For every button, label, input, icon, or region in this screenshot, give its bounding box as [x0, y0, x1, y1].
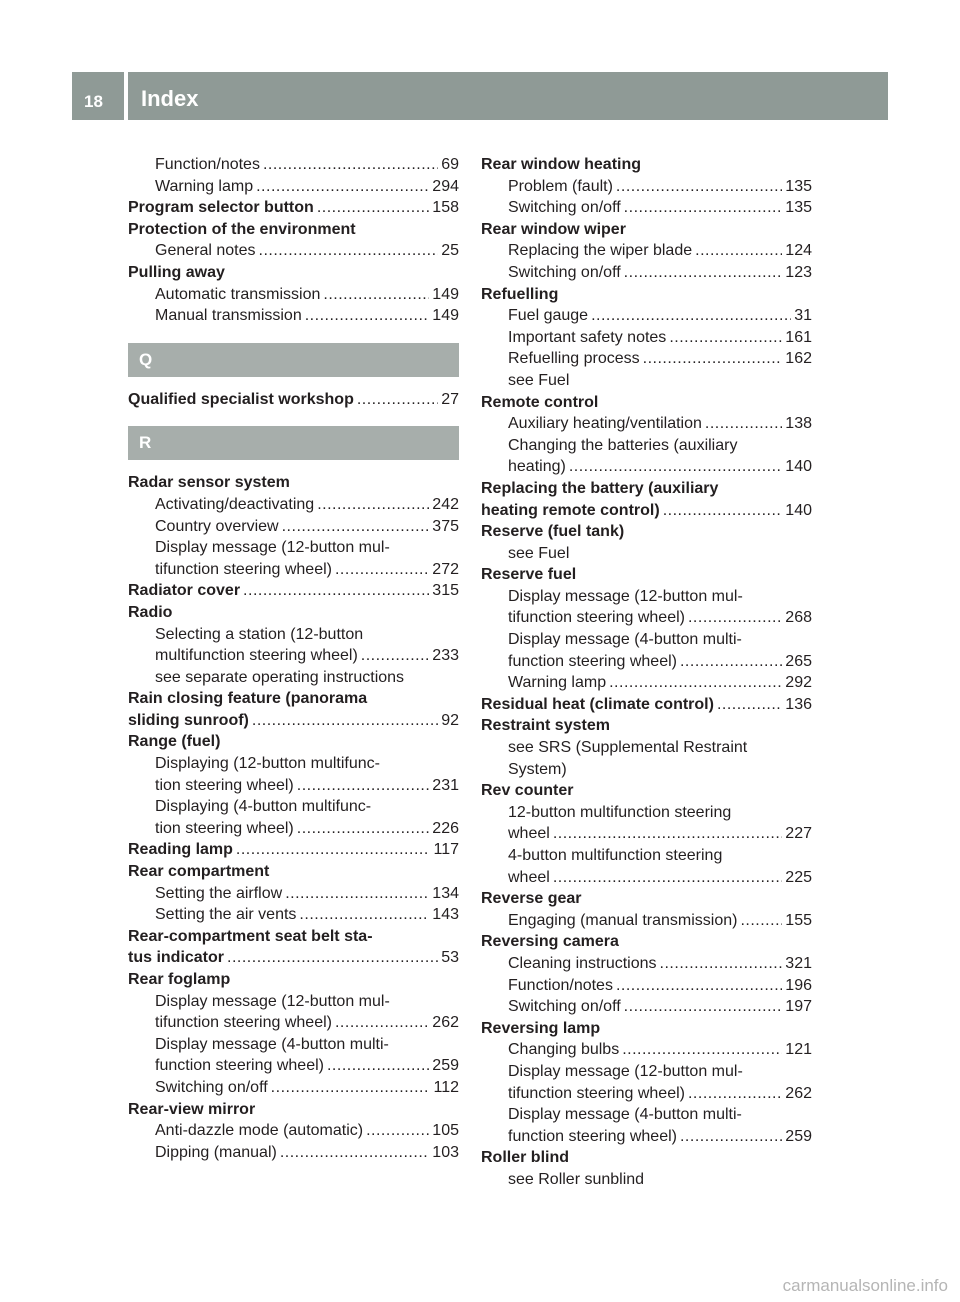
index-entry-text: see SRS (Supplemental Restraint	[508, 739, 748, 757]
index-entry-text: Auxiliary heating/ventilation	[508, 415, 702, 433]
index-entry[interactable]	[128, 1120, 459, 1142]
dot-leader	[227, 947, 438, 969]
dot-leader	[357, 389, 438, 411]
index-entry[interactable]	[128, 494, 459, 516]
dot-leader	[591, 305, 791, 327]
index-entry-text: Function/notes	[155, 156, 260, 173]
index-entry	[128, 753, 459, 775]
index-entry-text: sliding sunroof)	[128, 711, 249, 729]
index-entry	[128, 688, 459, 710]
dot-leader	[663, 500, 783, 522]
index-entry-page: 259	[432, 1057, 459, 1075]
index-entry[interactable]	[128, 516, 459, 538]
index-entry-text: Reserve (fuel tank)	[481, 523, 625, 541]
index-entry-text: Setting the air vents	[155, 906, 297, 924]
page-title: Index	[141, 86, 199, 111]
index-entry-page: 140	[785, 458, 812, 476]
dot-leader	[569, 456, 782, 478]
index-entry-text: Rear window heating	[481, 156, 642, 173]
index-entry[interactable]	[128, 883, 459, 905]
index-entry-page: 112	[433, 1078, 459, 1096]
index-entry[interactable]	[481, 823, 812, 845]
dot-leader	[323, 284, 429, 306]
index-entry-text: System)	[508, 760, 567, 778]
index-entry[interactable]	[481, 500, 812, 522]
header-bar	[128, 72, 888, 120]
index-entry-page: 121	[785, 1041, 812, 1059]
index-entry-text: Switching on/off	[508, 263, 621, 281]
index-entry-text: Switching on/off	[155, 1078, 268, 1096]
index-entry[interactable]	[128, 240, 459, 262]
index-entry-text: tifunction steering wheel)	[508, 609, 685, 627]
index-entry-page: 103	[432, 1143, 459, 1161]
index-entry[interactable]	[481, 1083, 812, 1105]
index-entry-text: Pulling away	[128, 263, 225, 281]
dot-leader	[622, 1039, 782, 1061]
index-entry-page: 53	[441, 949, 459, 967]
index-entry-page: 262	[432, 1014, 459, 1032]
index-entry-text: see separate operating instructions	[155, 668, 405, 686]
index-entry[interactable]	[128, 710, 459, 732]
dot-leader	[616, 176, 782, 198]
index-entry	[481, 629, 812, 651]
dot-leader	[327, 1055, 429, 1077]
spacer	[128, 460, 459, 472]
index-entry	[481, 737, 812, 759]
index-entry-text: Cleaning instructions	[508, 954, 657, 972]
index-entry	[481, 435, 812, 457]
index-entry	[128, 969, 459, 991]
index-entry-text: Refuelling process	[508, 350, 640, 368]
index-entry[interactable]	[128, 645, 459, 667]
index-entry-page: 292	[785, 674, 812, 692]
index-entry-text: tus indicator	[128, 949, 225, 967]
index-entry-text: see Fuel	[508, 371, 570, 389]
index-entry-page: 124	[785, 242, 812, 260]
dot-leader	[305, 305, 430, 327]
index-entry	[128, 731, 459, 753]
index-entry-text: see Fuel	[508, 544, 570, 562]
index-entry-text: Rev counter	[481, 782, 574, 800]
index-entry	[481, 780, 812, 802]
index-entry-text: function steering wheel)	[508, 652, 677, 670]
index-entry-text: Country overview	[155, 517, 279, 535]
index-entry	[481, 759, 812, 781]
index-entry	[128, 1099, 459, 1121]
index-entry-page: 375	[432, 517, 459, 535]
index-entry-text: Dipping (manual)	[155, 1143, 277, 1161]
index-entry[interactable]	[481, 607, 812, 629]
index-entry-page: 227	[785, 825, 812, 843]
index-entry-text: Warning lamp	[155, 177, 254, 195]
index-entry[interactable]	[128, 839, 459, 861]
index-entry-page: 315	[432, 582, 459, 600]
index-entry	[128, 472, 459, 494]
index-entry-text: Fuel gauge	[508, 307, 589, 325]
index-entry-text: tion steering wheel)	[155, 776, 294, 794]
index-entry[interactable]	[128, 1142, 459, 1164]
index-entry-text: Rear foglamp	[128, 971, 231, 988]
index-entry[interactable]	[481, 262, 812, 284]
index-entry-text: tifunction steering wheel)	[508, 1084, 685, 1102]
index-entry	[128, 667, 459, 689]
index-entry-text: Switching on/off	[508, 998, 621, 1016]
index-entry-page: 272	[432, 560, 459, 578]
index-entry-page: 149	[432, 285, 459, 303]
index-entry-text: function steering wheel)	[508, 1127, 677, 1145]
index-entry	[481, 478, 812, 500]
dot-leader	[553, 823, 782, 845]
dot-leader	[624, 262, 783, 284]
index-entry-page: 134	[432, 884, 459, 902]
index-entry-text: Display message (4-button multi-	[508, 631, 742, 649]
index-entry	[481, 564, 812, 586]
index-entry-text: Display message (12-button mul-	[508, 587, 743, 605]
index-entry-text: function steering wheel)	[155, 1057, 324, 1075]
dot-leader	[259, 240, 439, 262]
index-entry[interactable]	[481, 413, 812, 435]
index-entry-page: 92	[441, 711, 459, 729]
index-entry[interactable]	[481, 348, 812, 370]
index-entry-text: Residual heat (climate control)	[481, 695, 714, 713]
index-entry	[481, 1169, 812, 1191]
index-entry	[128, 861, 459, 883]
index-entry-text: tifunction steering wheel)	[155, 1014, 332, 1032]
index-entry[interactable]	[128, 176, 459, 198]
index-entry	[128, 624, 459, 646]
index-entry-text: Rear-compartment seat belt sta-	[128, 927, 373, 945]
index-entry-text: Display message (4-button multi-	[508, 1106, 742, 1124]
index-entry	[128, 602, 459, 624]
dot-leader	[361, 645, 430, 667]
index-entry-text: Changing bulbs	[508, 1041, 620, 1059]
index-entry	[481, 1061, 812, 1083]
index-entry-text: Rear-view mirror	[128, 1100, 256, 1118]
index-entry[interactable]	[481, 867, 812, 889]
index-entry[interactable]	[128, 154, 459, 176]
index-entry-page: 321	[785, 954, 812, 972]
dot-leader	[297, 818, 430, 840]
dot-leader	[236, 839, 431, 861]
index-entry[interactable]	[128, 197, 459, 219]
index-entry-text: Display message (12-button mul-	[155, 539, 390, 557]
index-entry[interactable]	[128, 1012, 459, 1034]
index-entry[interactable]	[481, 953, 812, 975]
index-entry-text: Replacing the wiper blade	[508, 242, 693, 260]
index-group	[128, 472, 459, 1163]
index-group	[128, 389, 459, 411]
watermark: carmanualsonline.info	[782, 1276, 948, 1295]
index-entry-text: Rear window wiper	[481, 220, 626, 238]
index-entry	[481, 845, 812, 867]
index-entry	[481, 586, 812, 608]
index-entry-text: Protection of the environment	[128, 220, 356, 238]
index-entry[interactable]	[128, 904, 459, 926]
spacer	[128, 377, 459, 389]
index-entry[interactable]	[128, 1055, 459, 1077]
index-entry-text: Qualified specialist workshop	[128, 390, 354, 408]
page-number: 18	[84, 92, 103, 111]
dot-leader	[280, 1142, 429, 1164]
dot-leader	[252, 710, 438, 732]
index-entry	[481, 1147, 812, 1169]
index-entry-page: 196	[785, 976, 812, 994]
index-entry[interactable]	[481, 197, 812, 219]
index-entry-text: wheel	[508, 825, 550, 843]
index-entry[interactable]	[128, 775, 459, 797]
dot-leader	[282, 516, 430, 538]
index-entry	[128, 1034, 459, 1056]
dot-leader	[299, 904, 429, 926]
index-entry-page: 231	[432, 776, 459, 794]
index-entry-text: General notes	[155, 242, 256, 260]
dot-leader	[695, 240, 782, 262]
index-entry-text: 12-button multifunction steering	[508, 803, 732, 821]
index-entry[interactable]	[128, 559, 459, 581]
index-entry[interactable]	[128, 1077, 459, 1099]
index-entry-text: Setting the airflow	[155, 884, 283, 902]
index-entry-text: Reversing camera	[481, 933, 619, 951]
index-entry-text: Reading lamp	[128, 841, 233, 859]
dot-leader	[740, 910, 782, 932]
dot-leader	[297, 775, 430, 797]
index-entry-text: Anti-dazzle mode (automatic)	[155, 1122, 364, 1140]
index-entry[interactable]	[481, 996, 812, 1018]
spacer	[128, 410, 459, 426]
index-entry	[128, 991, 459, 1013]
index-column-left	[128, 154, 459, 1163]
index-entry-text: Rain closing feature (panorama	[128, 690, 368, 708]
index-entry[interactable]	[481, 672, 812, 694]
index-entry-text: multifunction steering wheel)	[155, 647, 358, 665]
section-letter-q: Q	[128, 343, 459, 377]
index-entry-page: 31	[794, 307, 812, 325]
index-entry[interactable]	[481, 176, 812, 198]
index-entry-text: heating remote control)	[481, 501, 660, 519]
index-entry-text: Reverse gear	[481, 890, 582, 908]
index-entry	[481, 219, 812, 241]
index-entry[interactable]	[481, 456, 812, 478]
index-entry	[481, 1104, 812, 1126]
index-entry[interactable]	[481, 305, 812, 327]
index-entry[interactable]	[128, 389, 459, 411]
index-entry-text: tifunction steering wheel)	[155, 560, 332, 578]
dot-leader	[263, 154, 438, 176]
index-entry-page: 135	[785, 177, 812, 195]
index-entry-page: 226	[432, 819, 459, 837]
dot-leader	[335, 1012, 429, 1034]
dot-leader	[680, 651, 782, 673]
index-entry-page: 259	[785, 1127, 812, 1145]
index-entry-text: Display message (12-button mul-	[508, 1062, 743, 1080]
index-entry-text: Radiator cover	[128, 582, 241, 600]
dot-leader	[317, 494, 429, 516]
index-entry[interactable]	[481, 240, 812, 262]
dot-leader	[705, 413, 782, 435]
index-entry-page: 268	[785, 609, 812, 627]
dot-leader	[688, 1083, 782, 1105]
index-entry-text: Changing the batteries (auxiliary	[508, 436, 738, 454]
index-entry	[481, 931, 812, 953]
dot-leader	[256, 176, 429, 198]
index-entry-text: Radio	[128, 603, 173, 621]
index-entry-page: 242	[432, 495, 459, 513]
index-entry-page: 162	[785, 350, 812, 368]
index-entry-page: 197	[785, 998, 812, 1016]
index-entry-page: 140	[785, 501, 812, 519]
index-entry-page: 105	[432, 1122, 459, 1140]
dot-leader	[669, 327, 782, 349]
index-entry-page: 158	[432, 199, 459, 217]
index-entry-page: 117	[433, 841, 459, 859]
dot-leader	[553, 867, 782, 889]
index-entry-text: Warning lamp	[508, 674, 607, 692]
index-entry	[481, 543, 812, 565]
index-entry[interactable]	[128, 818, 459, 840]
index-entry-text: Restraint system	[481, 717, 610, 735]
index-entry	[481, 1018, 812, 1040]
index-entry-page: 135	[785, 199, 812, 217]
index-entry-page: 136	[785, 695, 812, 713]
index-entry-text: Display message (4-button multi-	[155, 1035, 389, 1053]
index-entry-text: Remote control	[481, 393, 599, 411]
index-entry-text: wheel	[508, 868, 550, 886]
index-entry	[128, 537, 459, 559]
index-entry-text: Engaging (manual transmission)	[508, 911, 738, 929]
index-entry-text: Roller blind	[481, 1149, 569, 1167]
index-entry[interactable]	[481, 1126, 812, 1148]
index-entry-text: Selecting a station (12-button	[155, 625, 364, 643]
index-entry-text: Manual transmission	[155, 307, 302, 325]
index-entry	[481, 521, 812, 543]
index-entry	[128, 262, 459, 284]
index-entry-page: 149	[432, 307, 459, 325]
index-entry[interactable]	[481, 694, 812, 716]
index-entry	[481, 392, 812, 414]
index-entry	[481, 154, 812, 176]
index-entry	[481, 284, 812, 306]
dot-leader	[660, 953, 783, 975]
index-entry-page: 143	[432, 906, 459, 924]
index-entry-text: Reserve fuel	[481, 566, 577, 584]
index-entry-text: see Roller sunblind	[508, 1170, 645, 1188]
index-entry-text: Refuelling	[481, 285, 559, 303]
index-entry-text: Important safety notes	[508, 328, 667, 346]
index-entry-text: tion steering wheel)	[155, 819, 294, 837]
index-entry-page: 27	[441, 390, 459, 408]
dot-leader	[616, 975, 782, 997]
index-entry-text: heating)	[508, 458, 566, 476]
index-entry	[481, 888, 812, 910]
dot-leader	[688, 607, 782, 629]
index-group	[128, 154, 459, 327]
index-entry-page: 294	[432, 177, 459, 195]
index-entry-text: Range (fuel)	[128, 733, 221, 751]
index-entry[interactable]	[481, 327, 812, 349]
index-entry[interactable]	[128, 305, 459, 327]
index-entry[interactable]	[481, 975, 812, 997]
dot-leader	[643, 348, 783, 370]
index-entry-text: Problem (fault)	[508, 177, 613, 195]
index-entry-page: 161	[785, 328, 812, 346]
index-column-right	[481, 154, 812, 1191]
index-entry-text: Activating/deactivating	[155, 495, 315, 513]
index-entry-text: 4-button multifunction steering	[508, 847, 723, 864]
index-entry[interactable]	[128, 947, 459, 969]
index-entry	[128, 926, 459, 948]
index-entry-text: Program selector button	[128, 199, 314, 217]
dot-leader	[271, 1077, 431, 1099]
index-entry-page: 265	[785, 652, 812, 670]
index-entry	[481, 715, 812, 737]
index-entry-page: 25	[441, 242, 459, 260]
dot-leader	[285, 883, 429, 905]
index-entry-text: Switching on/off	[508, 199, 621, 217]
index-entry[interactable]	[128, 580, 459, 602]
index-entry-text: Replacing the battery (auxiliary	[481, 479, 719, 497]
index-entry-text: Radar sensor system	[128, 474, 290, 492]
index-entry	[128, 796, 459, 818]
dot-leader	[317, 197, 429, 219]
dot-leader	[609, 672, 782, 694]
dot-leader	[366, 1120, 429, 1142]
index-entry	[481, 370, 812, 392]
index-entry-page: 262	[785, 1084, 812, 1102]
dot-leader	[624, 197, 783, 219]
index-entry	[128, 219, 459, 241]
index-entry-text: Reversing lamp	[481, 1019, 601, 1037]
section-letter-r: R	[128, 426, 459, 460]
dot-leader	[335, 559, 429, 581]
index-entry[interactable]	[481, 651, 812, 673]
index-entry-text: Function/notes	[508, 976, 613, 994]
index-entry-text: Display message (12-button mul-	[155, 992, 390, 1010]
index-entry[interactable]	[128, 284, 459, 306]
index-entry	[481, 802, 812, 824]
dot-leader	[243, 580, 429, 602]
index-entry[interactable]	[481, 1039, 812, 1061]
index-entry-page: 69	[441, 156, 459, 173]
index-entry-page: 155	[785, 911, 812, 929]
index-entry-page: 225	[785, 868, 812, 886]
index-entry-text: Rear compartment	[128, 863, 270, 881]
dot-leader	[680, 1126, 782, 1148]
index-entry-page: 138	[785, 415, 812, 433]
index-entry-text: Displaying (4-button multifunc-	[155, 798, 372, 816]
index-entry-page: 123	[785, 263, 812, 281]
index-entry-text: Displaying (12-button multifunc-	[155, 755, 380, 773]
dot-leader	[717, 694, 782, 716]
index-entry-page: 233	[432, 647, 459, 665]
spacer	[128, 327, 459, 343]
dot-leader	[624, 996, 783, 1018]
index-entry-text: Automatic transmission	[155, 285, 321, 303]
index-entry[interactable]	[481, 910, 812, 932]
